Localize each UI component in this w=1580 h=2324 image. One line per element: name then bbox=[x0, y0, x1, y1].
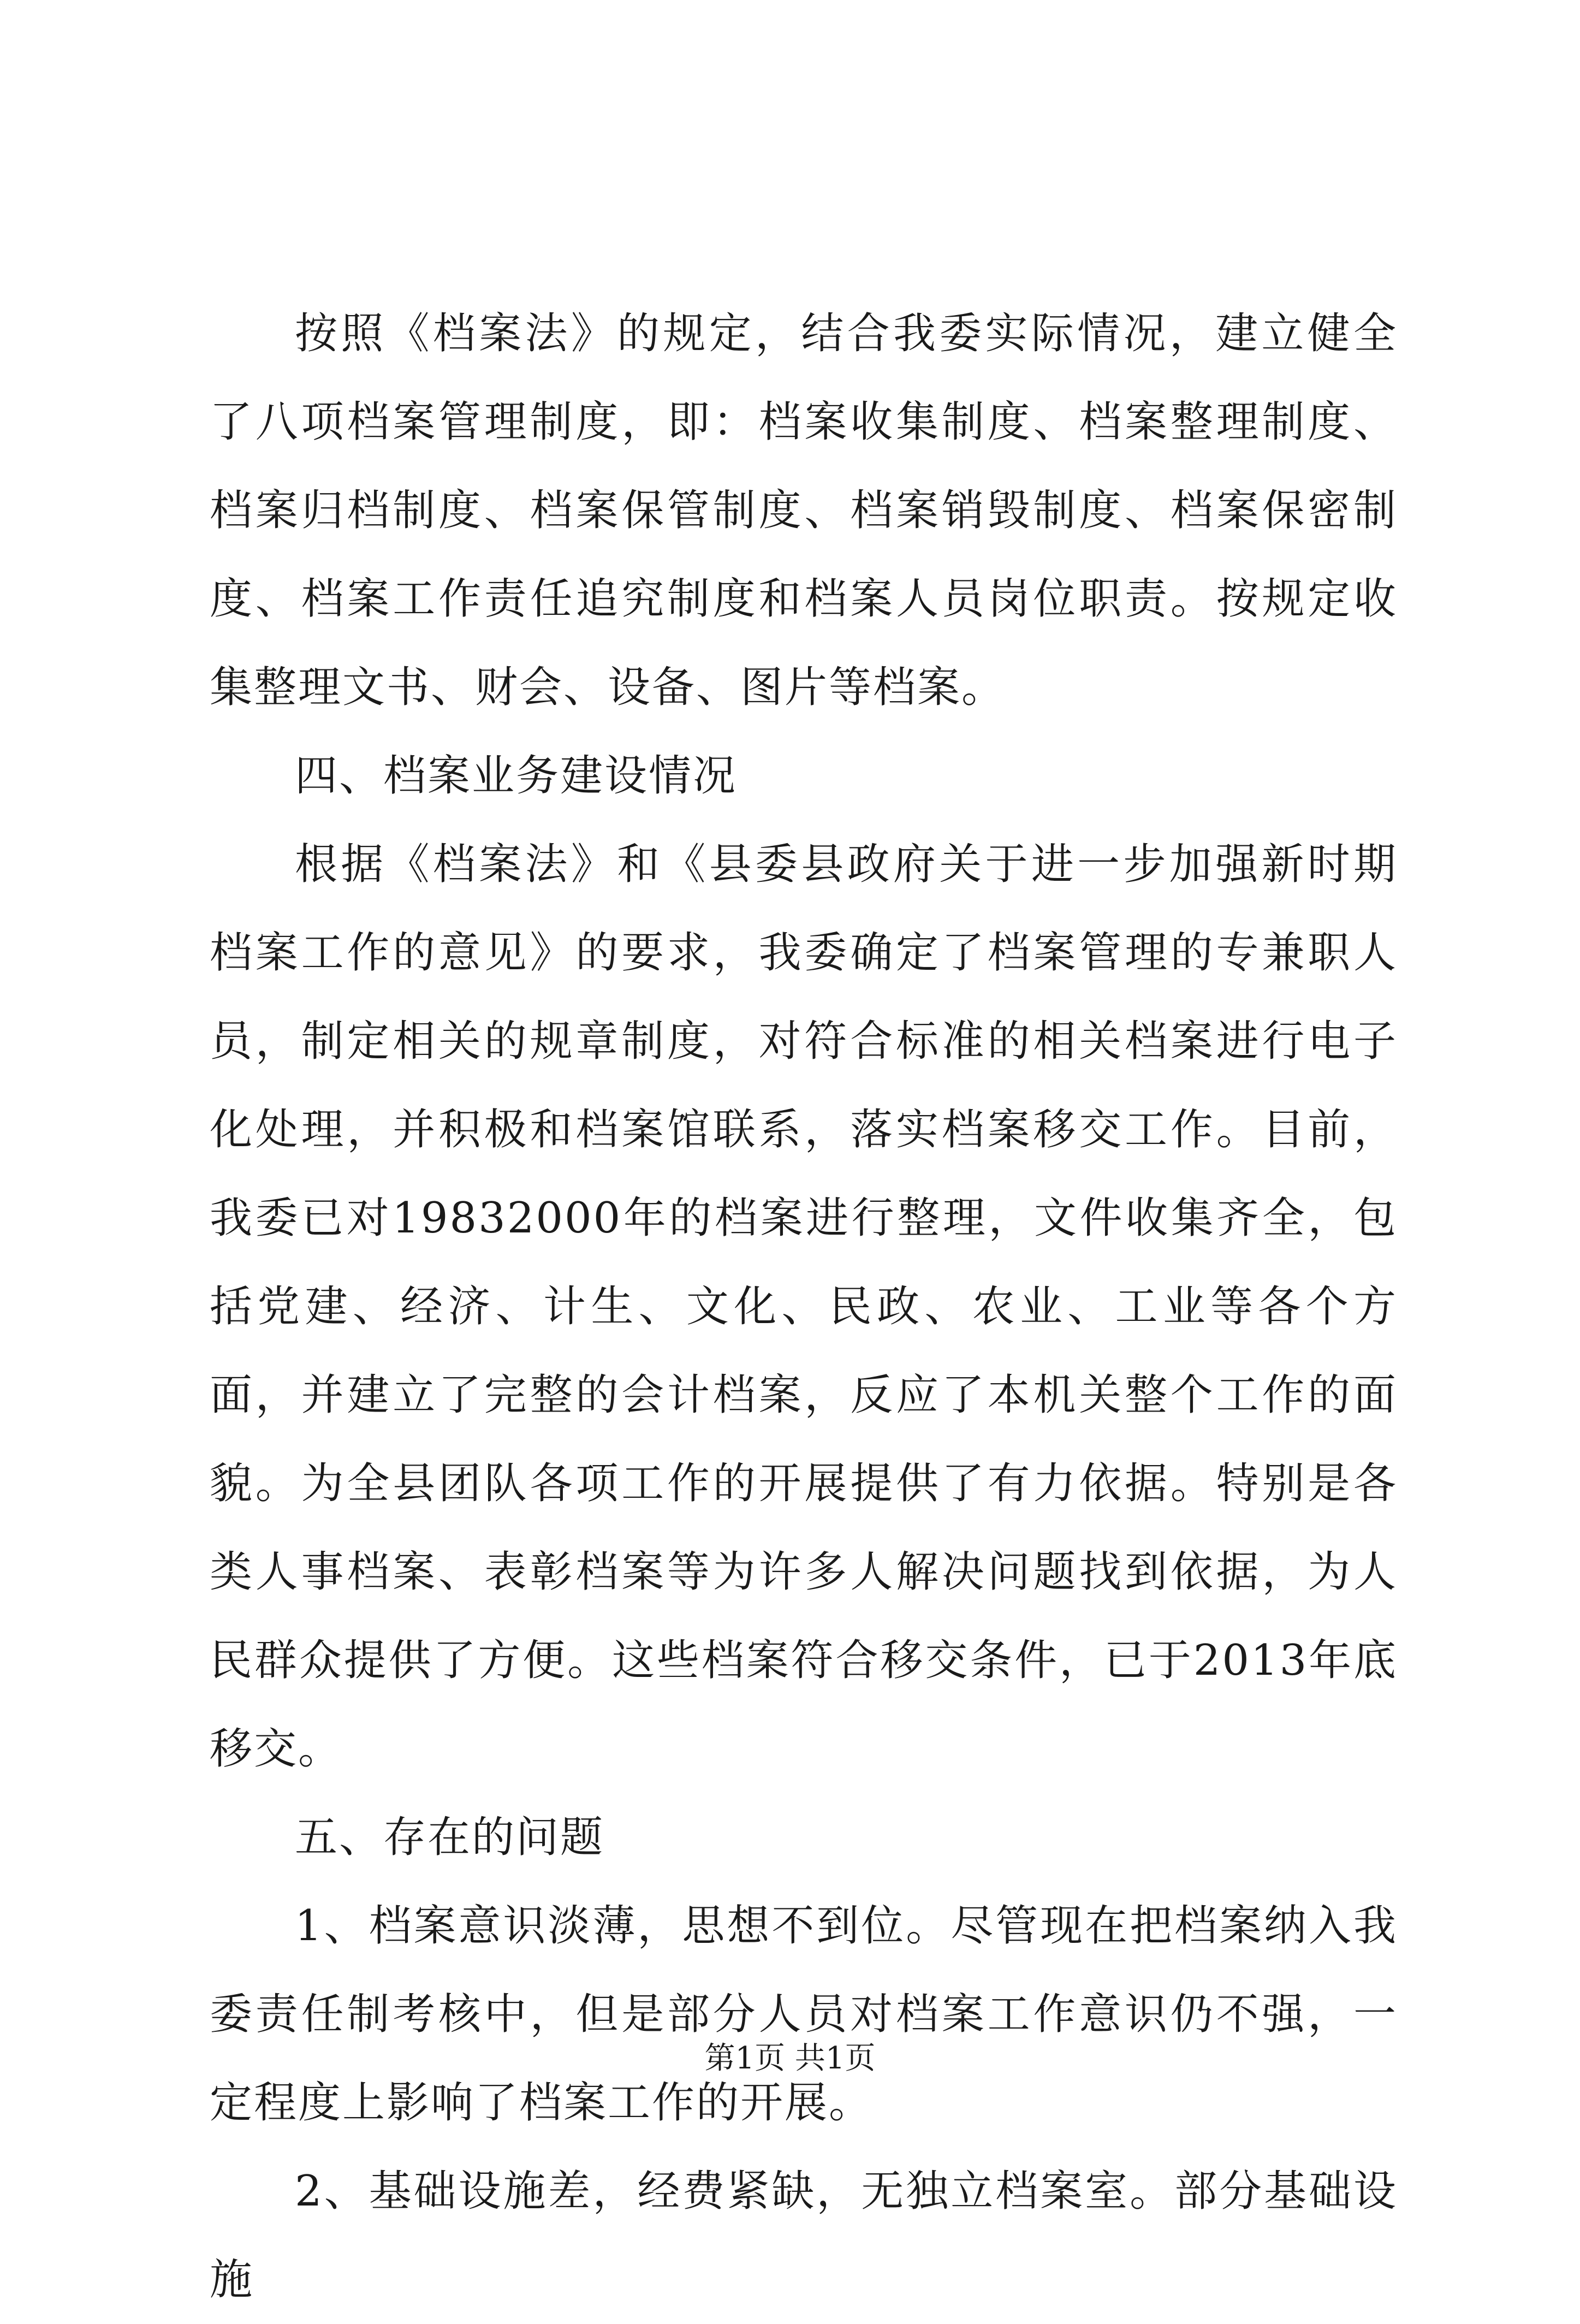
paragraph-problem-1: 1、档案意识淡薄，思想不到位。尽管现在把档案纳入我委责任制考核中，但是部分人员对档案工作意识仍不强，一定程度上影响了档案工作的开展。 bbox=[210, 1901, 1398, 2127]
paragraph-business-construction: 根据《档案法》和《县委县政府关于进一步加强新时期档案工作的意见》的要求，我委确定了档案管理的专兼职人员，制定相关的规章制度，对符合标准的相关档案进行电子化处理，并积极和档案馆联系，落实档案移交工作。目前，我委已对19832000年的档案进行整理，文件收集齐全，包括党建、经济、计生、文化、民政、农业、工业等各个方面，并建立了完整的会计档案，反应了本机关整个工作的面貌。为全县团队各项工作的开展提供了有力依据。特别是各类人事档案、表彰档案等为许多人解决问题找到依据，为人民群众提供了方便。这些档案符合移交条件，已于2013年底移交。 bbox=[210, 840, 1398, 1774]
paragraph-problem-2: 2、基础设施差，经费紧缺，无独立档案室。部分基础设施 bbox=[210, 2167, 1398, 2304]
paragraph-archive-rules: 按照《档案法》的规定，结合我委实际情况，建立健全了八项档案管理制度，即：档案收集制度、档案整理制度、档案归档制度、档案保管制度、档案销毁制度、档案保密制度、档案工作责任追究制度和档案人员岗位职责。按规定收集整理文书、财会、设备、图片等档案。 bbox=[210, 309, 1398, 712]
page-footer: 第1页 共1页 bbox=[704, 2041, 876, 2076]
document-body bbox=[210, 289, 1398, 2324]
section-heading-problems: 五、存在的问题 bbox=[295, 1813, 605, 1862]
section-heading-business: 四、档案业务建设情况 bbox=[295, 751, 738, 801]
